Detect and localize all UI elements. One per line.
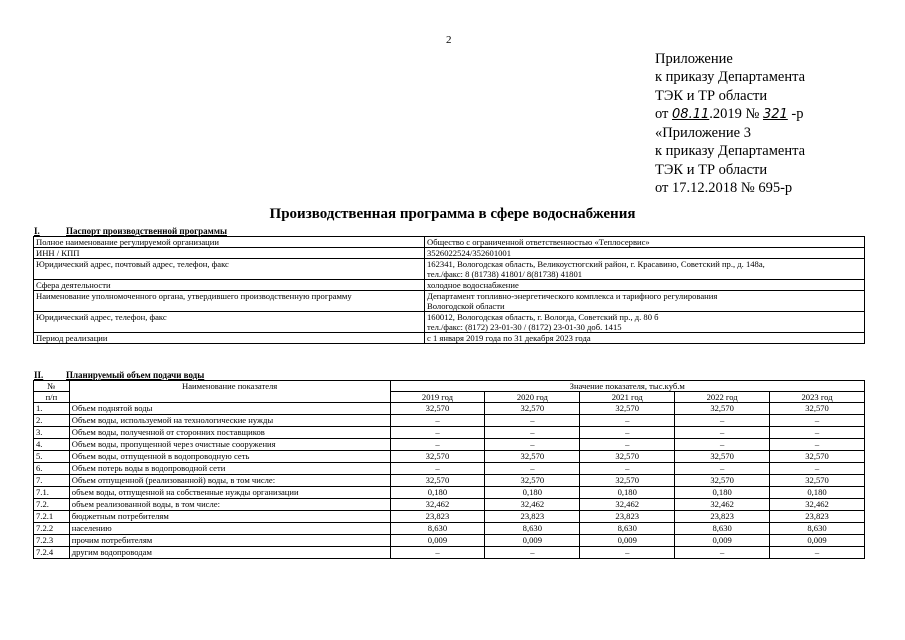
value-cell: – — [485, 415, 580, 427]
value-cell: 32,570 — [390, 475, 485, 487]
value-cell: 32,570 — [580, 403, 675, 415]
annex-line: Приложение — [655, 51, 733, 67]
row-name: другим водопроводам — [69, 547, 390, 559]
row-number: 7.1. — [34, 487, 70, 499]
annex-block — [655, 50, 805, 197]
row-name: Объем воды, отпущенной в водопроводную сеть — [69, 451, 390, 463]
passport-value-line: 3526022524/352601001 — [427, 248, 512, 258]
value-cell: 23,823 — [580, 511, 675, 523]
value-cell: 8,630 — [770, 523, 865, 535]
handwritten-order-number: 321 — [762, 106, 788, 122]
section-number: II. — [34, 370, 44, 380]
row-name: прочим потребителям — [69, 535, 390, 547]
row-number: 4. — [34, 439, 70, 451]
value-cell: 32,462 — [675, 499, 770, 511]
passport-row — [34, 291, 865, 312]
value-cell: – — [485, 463, 580, 475]
annex-line: к приказу Департамента — [655, 143, 806, 160]
year-header: 2019 год — [390, 392, 485, 403]
value-cell: – — [675, 439, 770, 451]
row-name: бюджетным потребителям — [69, 511, 390, 523]
row-number: 5. — [34, 451, 70, 463]
value-cell: – — [675, 415, 770, 427]
value-cell: 32,570 — [675, 475, 770, 487]
value-cell: 8,630 — [675, 523, 770, 535]
value-cell: 0,009 — [485, 535, 580, 547]
value-cell: – — [390, 427, 485, 439]
annex-line: ТЭК и ТР области — [655, 161, 768, 178]
value-cell: 0,009 — [580, 535, 675, 547]
annex-date-year: .2019 № — [709, 105, 760, 122]
value-cell: – — [390, 415, 485, 427]
value-cell: – — [485, 427, 580, 439]
value-cell: – — [580, 463, 675, 475]
passport-row — [34, 248, 865, 259]
value-cell: 23,823 — [485, 511, 580, 523]
value-cell: 32,570 — [770, 475, 865, 487]
passport-value — [425, 259, 865, 280]
row-number: 7.2.1 — [34, 511, 70, 523]
row-name: объем воды, отпущенной на собственные нужды организации — [69, 487, 390, 499]
value-cell: – — [580, 427, 675, 439]
passport-label: Полное наименование регулируемой организации — [34, 237, 425, 248]
passport-value — [425, 248, 865, 259]
passport-value-line: Департамент топливно-энергетического комплекса и тарифного регулирования — [427, 291, 718, 301]
passport-row — [34, 280, 865, 291]
passport-value-line: с 1 января 2019 года по 31 декабря 2023 года — [427, 333, 591, 343]
value-cell: – — [580, 415, 675, 427]
passport-value — [425, 280, 865, 291]
passport-value-line: 160012, Вологодская область, г. Вологда, Советский пр., д. 80 б — [427, 312, 659, 322]
value-cell: 8,630 — [580, 523, 675, 535]
table-row — [34, 427, 865, 439]
row-name: Объем потерь воды в водопроводной сети — [69, 463, 390, 475]
annex-date-prefix: от — [655, 105, 669, 122]
row-name: объем реализованной воды, в том числе: — [69, 499, 390, 511]
section-title: Паспорт производственной программы — [66, 226, 227, 236]
value-cell: 8,630 — [390, 523, 485, 535]
value-cell: 8,630 — [485, 523, 580, 535]
value-cell: 23,823 — [770, 511, 865, 523]
value-cell: 0,180 — [580, 487, 675, 499]
value-cell: 32,462 — [770, 499, 865, 511]
value-cell: – — [675, 427, 770, 439]
document-title: Производственная программа в сфере водоснабжения — [269, 206, 636, 222]
passport-value-line: тел./факс: 8 (81738) 41801/ 8(81738) 41801 — [427, 269, 583, 279]
passport-value-line: Общество с ограниченной ответственностью «Теплосервис» — [427, 237, 650, 247]
passport-value — [425, 237, 865, 248]
passport-value-line: тел./факс: (8172) 23-01-30 / (8172) 23-01-30 доб. 1415 — [427, 322, 622, 332]
row-number: 7.2.3 — [34, 535, 70, 547]
passport-label: ИНН / КПП — [34, 248, 425, 259]
table-row — [34, 523, 865, 535]
column-header-number-2: п/п — [34, 392, 70, 403]
water-volume-table — [33, 380, 865, 559]
year-header: 2020 год — [485, 392, 580, 403]
column-header-number: № — [34, 381, 70, 392]
column-header-name: Наименование показателя — [69, 381, 390, 403]
value-cell: – — [580, 547, 675, 559]
row-name: Объем воды, полученной от сторонних поставщиков — [69, 427, 390, 439]
passport-row — [34, 312, 865, 333]
value-cell: 0,180 — [485, 487, 580, 499]
value-cell: 0,180 — [675, 487, 770, 499]
handwritten-date: 08.11 — [672, 106, 710, 122]
row-number: 7.2.2 — [34, 523, 70, 535]
table-row — [34, 415, 865, 427]
table-row — [34, 547, 865, 559]
value-cell: – — [770, 463, 865, 475]
passport-label: Юридический адрес, телефон, факс — [34, 312, 425, 333]
row-number: 1. — [34, 403, 70, 415]
value-cell: 32,570 — [770, 451, 865, 463]
section-1-heading — [34, 226, 227, 236]
row-number: 6. — [34, 463, 70, 475]
passport-label: Наименование уполномоченного органа, утвердившего производственную программу — [34, 291, 425, 312]
annex-date-line — [655, 105, 805, 124]
passport-value-line: Вологодской области — [427, 301, 505, 311]
page-number: 2 — [446, 34, 452, 46]
annex-line: от 17.12.2018 № 695-р — [655, 180, 793, 197]
row-name: Объем воды, используемой на технологические нужды — [69, 415, 390, 427]
table-row — [34, 475, 865, 487]
passport-value-line: холодное водоснабжение — [427, 280, 519, 290]
value-cell: 0,009 — [390, 535, 485, 547]
row-number: 7. — [34, 475, 70, 487]
value-cell: – — [770, 439, 865, 451]
value-cell: 32,570 — [675, 451, 770, 463]
table-row — [34, 499, 865, 511]
table-row — [34, 487, 865, 499]
passport-table — [33, 236, 865, 344]
value-cell: 23,823 — [675, 511, 770, 523]
row-number: 3. — [34, 427, 70, 439]
section-title: Планируемый объем подачи воды — [66, 370, 205, 380]
value-cell: 32,462 — [485, 499, 580, 511]
passport-label: Период реализации — [34, 333, 425, 344]
value-cell: – — [390, 439, 485, 451]
value-cell: 32,570 — [485, 451, 580, 463]
passport-value — [425, 333, 865, 344]
row-name: Объем отпущенной (реализованной) воды, в том числе: — [69, 475, 390, 487]
annex-date-suffix: -р — [791, 105, 804, 122]
row-name: Объем поднятой воды — [69, 403, 390, 415]
value-cell: 32,570 — [390, 451, 485, 463]
value-cell: – — [580, 439, 675, 451]
passport-value-line: 162341, Вологодская область, Великоустюгский район, г. Красавино, Советский пр., д. 148а, — [427, 259, 765, 269]
row-name: Объем воды, пропущенной через очистные сооружения — [69, 439, 390, 451]
year-header: 2021 год — [580, 392, 675, 403]
value-cell: 32,570 — [675, 403, 770, 415]
value-cell: 0,009 — [675, 535, 770, 547]
value-cell: – — [390, 547, 485, 559]
annex-line: «Приложение 3 — [655, 125, 751, 142]
year-header: 2022 год — [675, 392, 770, 403]
table-row — [34, 511, 865, 523]
passport-label: Сфера деятельности — [34, 280, 425, 291]
value-cell: 32,570 — [580, 475, 675, 487]
value-cell: – — [770, 427, 865, 439]
value-cell: 32,462 — [390, 499, 485, 511]
table-row — [34, 463, 865, 475]
value-cell: 32,570 — [485, 475, 580, 487]
annex-line: ТЭК и ТР области — [655, 87, 768, 104]
table-row — [34, 439, 865, 451]
row-name: населению — [69, 523, 390, 535]
value-cell: – — [675, 463, 770, 475]
passport-value — [425, 291, 865, 312]
annex-line: к приказу Департамента — [655, 69, 806, 86]
value-cell: 32,570 — [390, 403, 485, 415]
section-2-heading — [34, 370, 204, 380]
column-header-values: Значение показателя, тыс.куб.м — [390, 381, 864, 392]
value-cell: 32,462 — [580, 499, 675, 511]
value-cell: – — [770, 547, 865, 559]
passport-label: Юридический адрес, почтовый адрес, телефон, факс — [34, 259, 425, 280]
row-number: 7.2. — [34, 499, 70, 511]
table-row — [34, 451, 865, 463]
passport-row — [34, 333, 865, 344]
value-cell: 32,570 — [770, 403, 865, 415]
passport-row — [34, 259, 865, 280]
value-cell: 0,009 — [770, 535, 865, 547]
value-cell: 0,180 — [770, 487, 865, 499]
value-cell: 32,570 — [485, 403, 580, 415]
value-cell: 32,570 — [580, 451, 675, 463]
passport-value — [425, 312, 865, 333]
value-cell: – — [485, 547, 580, 559]
row-number: 7.2.4 — [34, 547, 70, 559]
year-header: 2023 год — [770, 392, 865, 403]
passport-row — [34, 237, 865, 248]
value-cell: – — [770, 415, 865, 427]
section-number: I. — [34, 226, 40, 236]
value-cell: – — [390, 463, 485, 475]
value-cell: 0,180 — [390, 487, 485, 499]
value-cell: – — [485, 439, 580, 451]
value-cell: – — [675, 547, 770, 559]
value-cell: 23,823 — [390, 511, 485, 523]
table-row — [34, 403, 865, 415]
row-number: 2. — [34, 415, 70, 427]
table-row — [34, 535, 865, 547]
